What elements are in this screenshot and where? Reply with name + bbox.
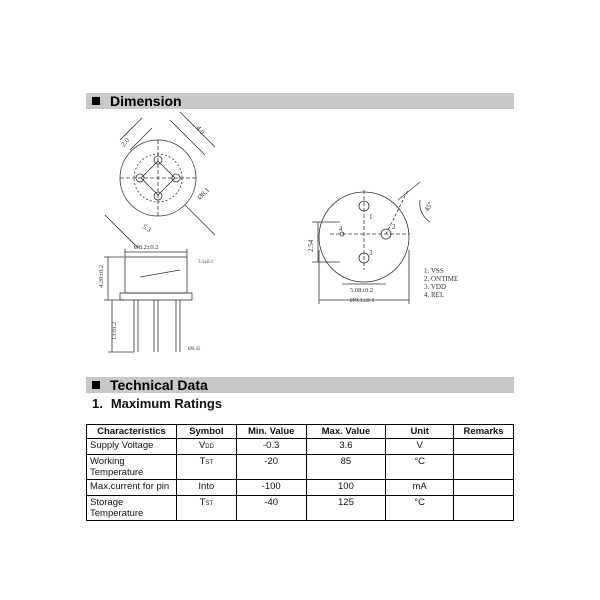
table-header-cell: Characteristics bbox=[87, 425, 177, 439]
table-header-cell: Unit bbox=[386, 425, 454, 439]
max-cell: 100 bbox=[306, 480, 386, 496]
table-row bbox=[87, 455, 514, 480]
pin-legend-item: 2. ONTIME bbox=[424, 275, 459, 283]
table-row bbox=[87, 439, 514, 455]
technical-title: Technical Data bbox=[110, 377, 208, 393]
bottom-view bbox=[312, 182, 430, 304]
table-row bbox=[87, 480, 514, 496]
max-cell: 125 bbox=[306, 496, 386, 521]
remarks-cell bbox=[454, 480, 514, 496]
side-lead-length: 13±0.2 bbox=[111, 321, 118, 340]
side-view-can bbox=[125, 257, 187, 293]
characteristic-cell: Working Temperature bbox=[87, 455, 177, 480]
min-cell: -100 bbox=[236, 480, 306, 496]
symbol-cell: VDD bbox=[176, 439, 236, 455]
bottom-pin-3-label: 3 bbox=[369, 249, 373, 257]
top-dim-d: 5.3 bbox=[141, 222, 153, 235]
symbol-cell: TST bbox=[176, 455, 236, 480]
symbol-cell: TST bbox=[176, 496, 236, 521]
unit-cell: °C bbox=[386, 496, 454, 521]
side-note: 3.1±0.1 bbox=[198, 260, 214, 265]
bottom-diameter: Ø9.1±0.1 bbox=[350, 297, 375, 304]
side-view-flange bbox=[120, 293, 192, 300]
symbol-cell: Into bbox=[176, 480, 236, 496]
pin-legend-item: 1. VSS bbox=[424, 267, 444, 275]
maximum-ratings-table bbox=[86, 424, 514, 521]
unit-cell: V bbox=[386, 439, 454, 455]
table-row bbox=[87, 496, 514, 521]
remarks-cell bbox=[454, 455, 514, 480]
max-cell: 85 bbox=[306, 455, 386, 480]
table-header-cell: Max. Value bbox=[306, 425, 386, 439]
bottom-pin-1-label: 1 bbox=[369, 213, 373, 221]
pin-legend-item: 4. REL bbox=[424, 291, 445, 299]
subsection-title: Maximum Ratings bbox=[110, 396, 223, 411]
table-header-cell: Remarks bbox=[454, 425, 514, 439]
min-cell: -0.3 bbox=[236, 439, 306, 455]
table-header-cell: Symbol bbox=[176, 425, 236, 439]
side-height: 4.20±0.2 bbox=[98, 264, 105, 288]
bottom-pin-4-label: 4 bbox=[339, 225, 343, 233]
maximum-ratings-heading bbox=[92, 396, 222, 411]
bottom-pin-2-label: 2 bbox=[392, 223, 396, 231]
characteristic-cell: Supply Voltage bbox=[87, 439, 177, 455]
top-dim-b: 4.0 bbox=[194, 124, 207, 136]
side-lead-pitch: Ø0.45 bbox=[188, 347, 201, 352]
table-header-row bbox=[87, 425, 514, 439]
dimension-title: Dimension bbox=[110, 93, 182, 109]
pin-legend-item: 3. VDD bbox=[424, 283, 447, 291]
characteristic-cell: Storage Temperature bbox=[87, 496, 177, 521]
technical-section-header bbox=[86, 377, 514, 393]
characteristic-cell: Max.current for pin bbox=[87, 480, 177, 496]
remarks-cell bbox=[454, 496, 514, 521]
unit-cell: mA bbox=[386, 480, 454, 496]
square-bullet-icon bbox=[92, 381, 100, 389]
min-cell: -40 bbox=[236, 496, 306, 521]
unit-cell: °C bbox=[386, 455, 454, 480]
side-view-window-line bbox=[140, 270, 180, 277]
top-dim-a: 2.0 bbox=[119, 136, 132, 149]
bottom-pitch-horizontal: 5.08±0.2 bbox=[350, 287, 374, 294]
bottom-pitch-vertical: 2.54 bbox=[307, 239, 315, 252]
table-header-cell: Min. Value bbox=[236, 425, 306, 439]
top-dim-c: Ø8.1 bbox=[195, 185, 212, 202]
bottom-angle: 45° bbox=[422, 200, 435, 213]
side-body-width: Ø8.2±0.2 bbox=[134, 244, 159, 251]
min-cell: -20 bbox=[236, 455, 306, 480]
subsection-number: 1. bbox=[92, 396, 103, 411]
max-cell: 3.6 bbox=[306, 439, 386, 455]
remarks-cell bbox=[454, 439, 514, 455]
